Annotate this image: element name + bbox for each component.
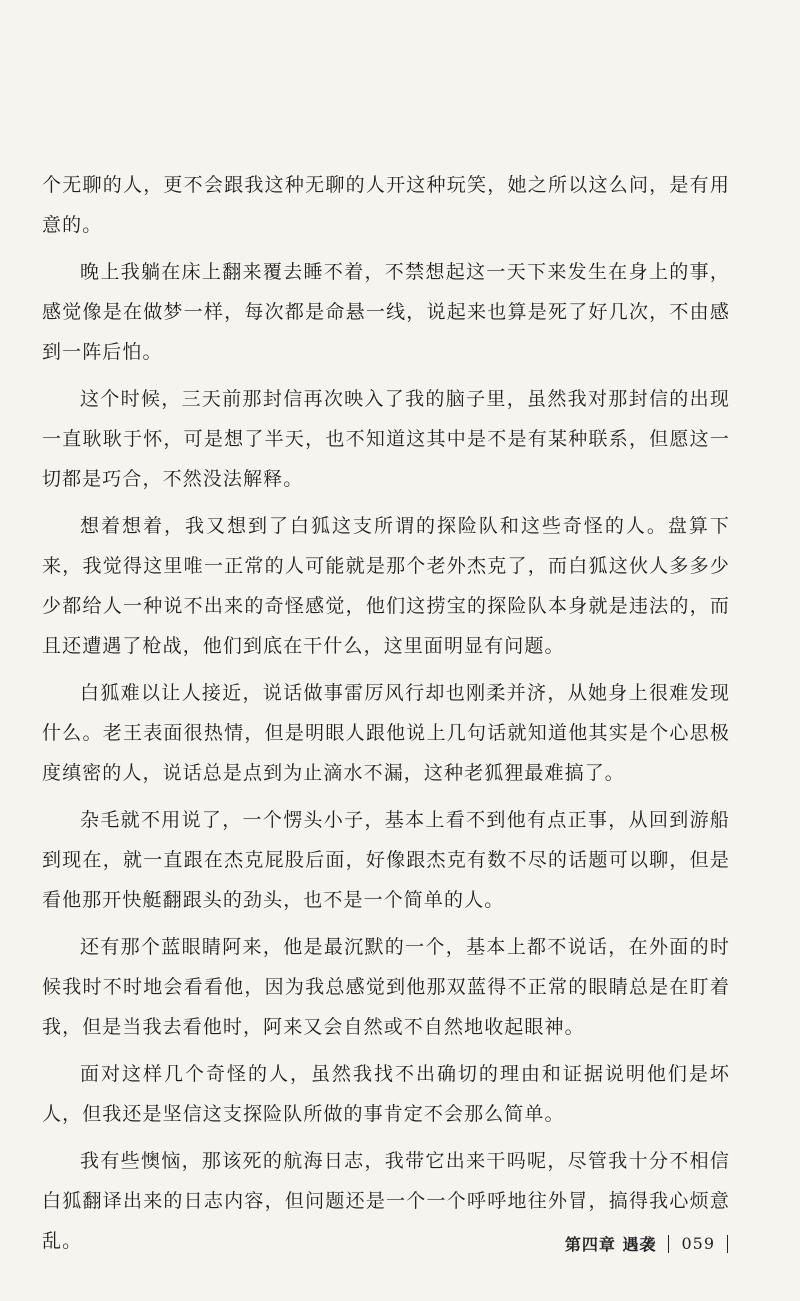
paragraph-8: 面对这样几个奇怪的人，虽然我找不出确切的理由和证据说明他们是坏人，但我还是坚信这支探险队所做的事肯定不会那么简单。: [42, 1063, 730, 1125]
paragraph-6: 杂毛就不用说了，一个愣头小子，基本上看不到他有点正事，从回到游船到现在，就一直跟在杰克屁股后面，好像跟杰克有数不尽的话题可以聊，但是看他那开快艇翻跟头的劲头，也不是一个简单的人。: [42, 809, 730, 911]
paragraph-2: 晚上我躺在床上翻来覆去睡不着，不禁想起这一天下来发生在身上的事，感觉像是在做梦一样，每次都是命悬一线，说起来也算是死了好几次，不由感到一阵后怕。: [42, 261, 730, 363]
paragraph-3: 这个时候，三天前那封信再次映入了我的脑子里，虽然我对那封信的出现一直耿耿于怀，可是想了半天，也不知道这其中是不是有某种联系，但愿这一切都是巧合，不然没法解释。: [42, 388, 730, 490]
paragraph-1: 个无聊的人，更不会跟我这种无聊的人开这种玩笑，她之所以这么问，是有用意的。: [42, 174, 730, 236]
paragraph-7: 还有那个蓝眼睛阿来，他是最沉默的一个，基本上都不说话，在外面的时候我时不时地会看看他，因为我总感觉到他那双蓝得不正常的眼睛总是在盯着我，但是当我去看他时，阿来又会自然或不自然地收起眼神。: [42, 936, 730, 1038]
chapter-title: 第四章 遇袭: [564, 1235, 657, 1254]
paragraph-9: 我有些懊恼，那该死的航海日志，我带它出来干吗呢，尽管我十分不相信白狐翻译出来的日志内容，但问题还是一个一个呼呼地往外冒，搞得我心烦意乱。: [42, 1150, 730, 1252]
page-footer: [565, 1232, 728, 1255]
footer-divider-left: [668, 1235, 669, 1253]
paragraph-4: 想着想着，我又想到了白狐这支所谓的探险队和这些奇怪的人。盘算下来，我觉得这里唯一正常的人可能就是那个老外杰克了，而白狐这伙人多多少少都给人一种说不出来的奇怪感觉，他们这捞宝的探险队本身就是违法的，而且还遭遇了枪战，他们到底在干什么，这里面明显有问题。: [42, 515, 730, 657]
footer-divider-right: [727, 1235, 728, 1253]
page-body: [42, 165, 730, 1268]
paragraph-5: 白狐难以让人接近，说话做事雷厉风行却也刚柔并济，从她身上很难发现什么。老王表面很热情，但是明眼人跟他说上几句话就知道他其实是个心思极度缜密的人，说话总是点到为止滴水不漏，这种老狐狸最难搞了。: [42, 682, 730, 784]
page-number: 059: [681, 1234, 715, 1253]
